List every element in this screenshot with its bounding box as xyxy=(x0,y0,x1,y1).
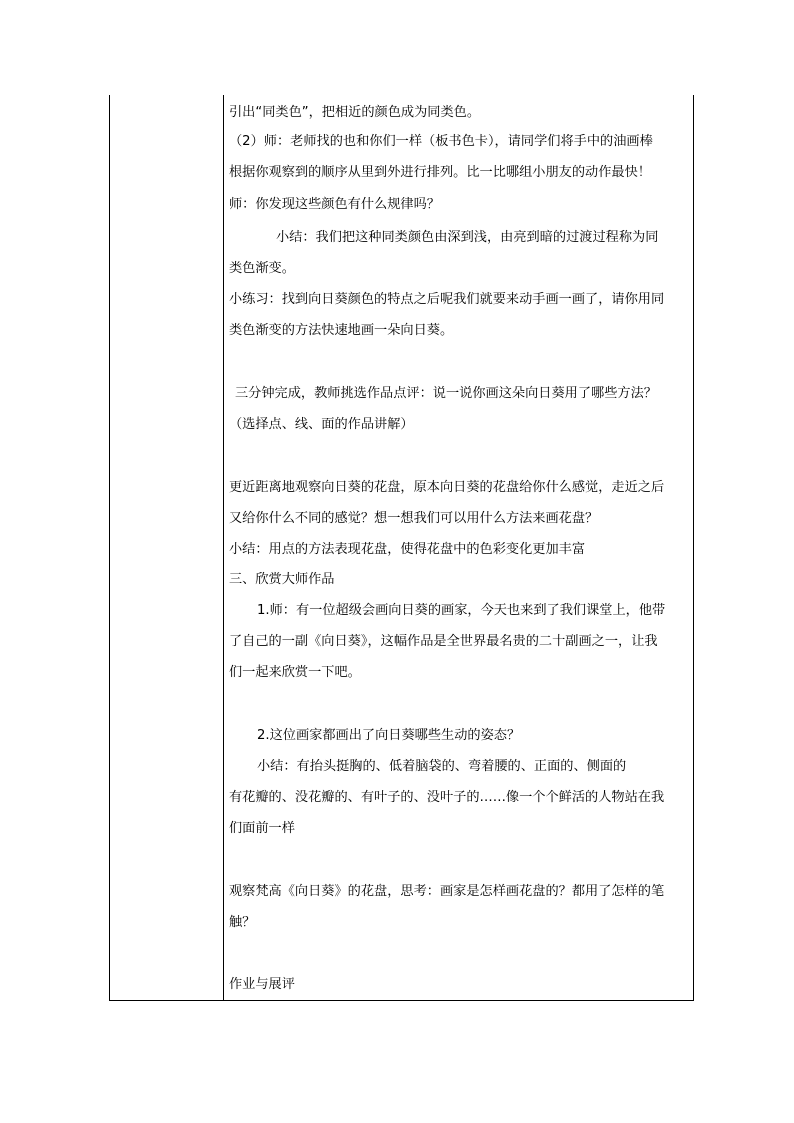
text-line: 又给你什么不同的感觉？想一想我们可以用什么方法来画花盘？ xyxy=(229,511,599,526)
table-right-border xyxy=(693,95,694,1001)
text-line: 了自己的一副《向日葵》，这幅作品是全世界最名贵的二十副画之一，让我 xyxy=(229,634,658,649)
text-line: 们一起来欣赏一下吧。 xyxy=(229,665,361,680)
table-left-border xyxy=(109,95,110,1001)
text-line: 根据你观察到的顺序从里到外进行排列。比一比哪组小朋友的动作最快！ xyxy=(229,165,651,180)
text-line: 小结：我们把这种同类颜色由深到浅，由亮到暗的过渡过程称为同 xyxy=(276,230,659,245)
text-line: 观察梵高《向日葵》的花盘，思考：画家是怎样画花盘的？都用了怎样的笔 xyxy=(229,884,665,899)
text-line: 引出“同类色”，把相近的颜色成为同类色。 xyxy=(229,105,481,120)
text-line: （选择点、线、面的作品讲解） xyxy=(229,417,414,432)
text-line: 小结：用点的方法表现花盘，使得花盘中的色彩变化更加丰富 xyxy=(229,542,586,557)
text-line: 师：你发现这些颜色有什么规律吗？ xyxy=(229,197,440,212)
text-line: 更近距离地观察向日葵的花盘，原本向日葵的花盘给你什么感觉，走近之后 xyxy=(229,480,665,495)
section-heading: 三、欣赏大师作品 xyxy=(229,572,335,587)
table-column-divider xyxy=(223,95,224,1001)
text-line: 触？ xyxy=(229,915,256,930)
text-line: （2）师：老师找的也和你们一样（板书色卡），请同学们将手中的油画棒 xyxy=(229,134,653,149)
text-line: 2.这位画家都画出了向日葵哪些生动的姿态？ xyxy=(257,728,521,743)
text-line: 小练习：找到向日葵颜色的特点之后呢我们就要来动手画一画了，请你用同 xyxy=(229,292,665,307)
text-line: 小结：有抬头挺胸的、低着脑袋的、弯着腰的、正面的、侧面的 xyxy=(257,759,627,774)
text-line: 类色渐变的方法快速地画一朵向日葵。 xyxy=(229,323,454,338)
text-line: 1.师：有一位超级会画向日葵的画家，今天也来到了我们课堂上，他带 xyxy=(257,603,666,618)
table-bottom-border xyxy=(109,1000,694,1001)
text-line: 们面前一样 xyxy=(229,821,295,836)
text-line: 三分钟完成，教师挑选作品点评：说一说你画这朵向日葵用了哪些方法？ xyxy=(235,386,657,401)
text-line: 类色渐变。 xyxy=(229,261,295,276)
text-line: 有花瓣的、没花瓣的、有叶子的、没叶子的……像一个个鲜活的人物站在我 xyxy=(229,790,665,805)
text-line: 作业与展评 xyxy=(229,977,295,992)
